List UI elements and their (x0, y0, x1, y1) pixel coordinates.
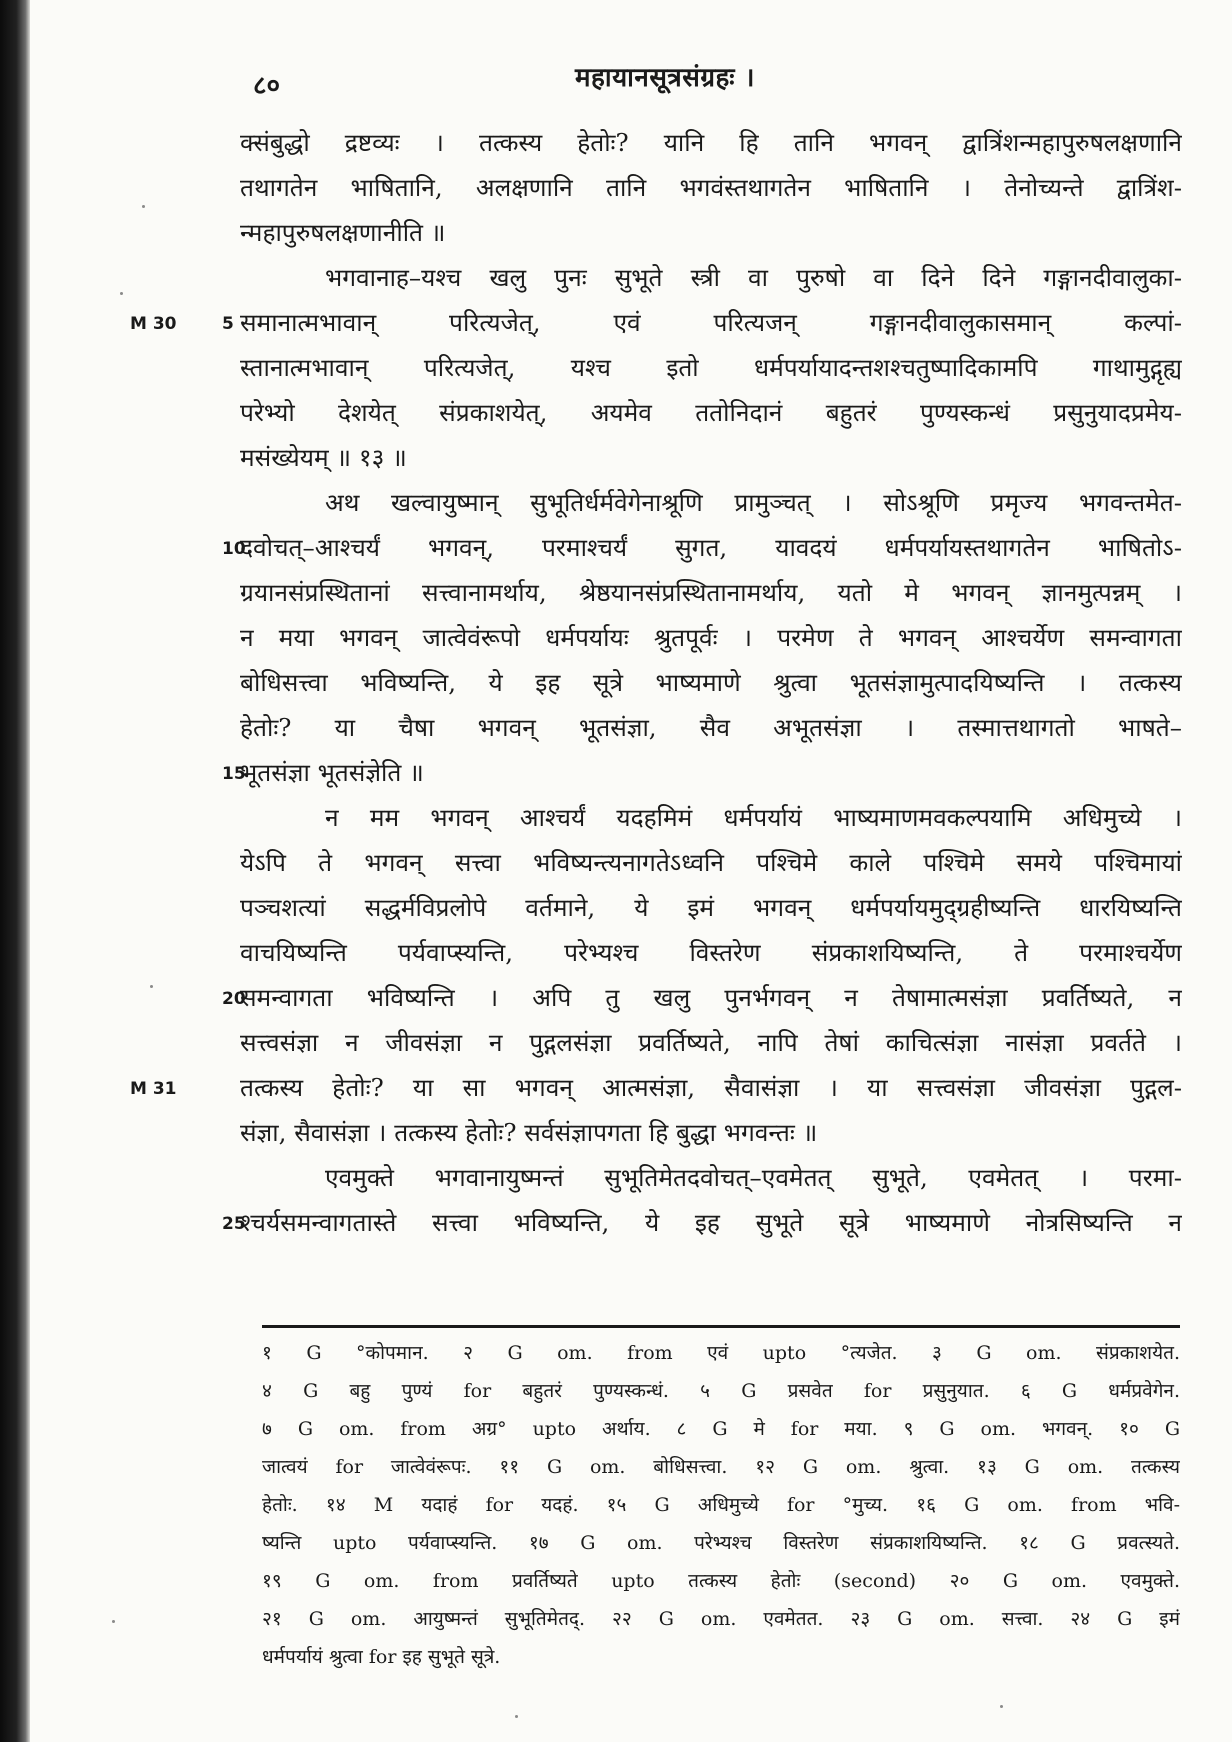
footnote-line: ष्यन्ति upto पर्यवाप्स्यन्ति. १७ G om. परेभ्यश्च विस्तरेण संप्रकाशयिष्यन्ति. १८ G प्रवत्स्यते. (262, 1532, 1180, 1554)
text-line: ग्रयानसंप्रस्थितानां सत्त्वानामर्थाय, श्रेष्ठयानसंप्रस्थितानामर्थाय, यतो मे भगवन् ज्ञानमुत्पन्नम् । (240, 578, 1182, 607)
text-line: भूतसंज्ञा भूतसंज्ञेति ॥ (240, 758, 424, 787)
text-line: दवोचत्–आश्चर्यं भगवन्, परमाश्चर्यं सुगत, यावदयं धर्मपर्यायस्तथागतेन भाषितोऽ- (240, 533, 1182, 562)
page-number: ८० (253, 71, 281, 101)
text-line: न मया भगवन् जात्वेवंरूपो धर्मपर्यायः श्रुतपूर्वः । परमेण ते भगवन् आश्चर्येण समन्वागता (240, 623, 1182, 652)
text-line: अथ खल्वायुष्मान् सुभूतिर्धर्मवेगेनाश्रूणि प्रामुञ्चत् । सोऽश्रूणि प्रमृज्य भगवन्तमेत- (325, 488, 1182, 517)
text-line: वाचयिष्यन्ति पर्यवाप्स्यन्ति, परेभ्यश्च विस्तरेण संप्रकाशयिष्यन्ति, ते परमाश्चर्येण (240, 938, 1182, 967)
line-number: 10 (222, 539, 246, 559)
footnote-line: ४ G बहु पुण्यं for बहुतरं पुण्यस्कन्धं. ५ G प्रसवेत for प्रसुनुयात. ६ G धर्मप्रवेगेन. (262, 1380, 1180, 1402)
paper-speck (142, 205, 145, 208)
text-line: बोधिसत्त्वा भविष्यन्ति, ये इह सूत्रे भाष्यमाणे श्रुत्वा भूतसंज्ञामुत्पादयिष्यन्ति । तत्कस्य (240, 668, 1182, 697)
footnotes (262, 1334, 1180, 1676)
text-line: संज्ञा, सैवासंज्ञा । तत्कस्य हेतोः? सर्वसंज्ञापगता हि बुद्धा भगवन्तः ॥ (240, 1118, 818, 1147)
main-text (240, 120, 1182, 1245)
footnote-line: १ G °कोपमान. २ G om. from एवं upto °त्यजेत. ३ G om. संप्रकाशयेत. (262, 1342, 1180, 1364)
footnote-line: ७ G om. from अग्र° upto अर्थाय. ८ G मे for मया. ९ G om. भगवन्. १० G (262, 1418, 1180, 1440)
manuscript-reference: M 31 (130, 1079, 177, 1099)
footnote-line: हेतोः. १४ M यदाहं for यदहं. १५ G अधिमुच्ये for °मुच्य. १६ G om. from भवि- (262, 1494, 1180, 1516)
paper-speck (120, 292, 123, 295)
line-number: 20 (222, 989, 246, 1009)
footnote-line: २१ G om. आयुष्मन्तं सुभूतिमेतद्. २२ G om. एवमेतत. २३ G om. सत्त्वा. २४ G इमं (262, 1608, 1180, 1630)
text-line: न मम भगवन् आश्चर्यं यदहमिमं धर्मपर्यायं भाष्यमाणमवकल्पयामि अधिमुच्ये । (325, 803, 1182, 832)
paper-speck (1000, 1705, 1003, 1708)
text-line: एवमुक्ते भगवानायुष्मन्तं सुभूतिमेतदवोचत्–एवमेतत् सुभूते, एवमेतत् । परमा- (325, 1163, 1182, 1192)
text-line: भगवानाह–यश्च खलु पुनः सुभूते स्त्री वा पुरुषो वा दिने दिने गङ्गानदीवालुका- (325, 263, 1182, 292)
text-line: समानात्मभावान् परित्यजेत्, एवं परित्यजन् गङ्गानदीवालुकासमान् कल्पां- (240, 308, 1182, 337)
footnote-line: जात्वयं for जात्वेवंरूपः. ११ G om. बोधिसत्त्वा. १२ G om. श्रुत्वा. १३ G om. तत्कस्य (262, 1456, 1180, 1478)
text-line: मसंख्येयम् ॥ १३ ॥ (240, 443, 407, 472)
text-line: स्तानात्मभावान् परित्यजेत्, यश्च इतो धर्मपर्यायादन्तशश्चतुष्पादिकामपि गाथामुद्गृह्य (240, 353, 1182, 382)
footnote-rule (262, 1325, 1180, 1328)
text-line: पञ्चशत्यां सद्धर्मविप्रलोपे वर्तमाने, ये इमं भगवन् धर्मपर्यायमुद्ग्रहीष्यन्ति धारयिष्यन्ति (240, 893, 1182, 922)
footnote-line: धर्मपर्यायं श्रुत्वा for इह सुभूते सूत्रे. (262, 1646, 501, 1668)
paper-speck (515, 1715, 518, 1718)
line-number: 5 (222, 314, 234, 334)
manuscript-reference: M 30 (130, 314, 177, 334)
text-line: तथागतेन भाषितानि, अलक्षणानि तानि भगवंस्तथागतेन भाषितानि । तेनोच्यन्ते द्वात्रिंश- (240, 173, 1182, 202)
text-line: श्चर्यसमन्वागतास्ते सत्त्वा भविष्यन्ति, ये इह सुभूते सूत्रे भाष्यमाणे नोत्रसिष्यन्ति न (240, 1208, 1182, 1237)
line-number: 25 (222, 1214, 246, 1234)
running-title: महायानसूत्रसंग्रहः । (575, 63, 755, 93)
paper-speck (150, 985, 153, 988)
text-line: न्महापुरुषलक्षणानीति ॥ (240, 218, 446, 247)
text-line: येऽपि ते भगवन् सत्त्वा भविष्यन्त्यनागतेऽध्वनि पश्चिमे काले पश्चिमे समये पश्चिमायां (240, 848, 1182, 877)
text-line: क्संबुद्धो द्रष्टव्यः । तत्कस्य हेतोः? यानि हि तानि भगवन् द्वात्रिंशन्महापुरुषलक्षणानि (240, 128, 1182, 157)
text-line: समन्वागता भविष्यन्ति । अपि तु खलु पुनर्भगवन् न तेषामात्मसंज्ञा प्रवर्तिष्यते, न (240, 983, 1182, 1012)
line-number: 15 (222, 764, 246, 784)
text-line: परेभ्यो देशयेत् संप्रकाशयेत्, अयमेव ततोनिदानं बहुतरं पुण्यस्कन्धं प्रसुनुयादप्रमेय- (240, 398, 1182, 427)
text-line: तत्कस्य हेतोः? या सा भगवन् आत्मसंज्ञा, सैवासंज्ञा । या सत्त्वसंज्ञा जीवसंज्ञा पुद्गल- (240, 1073, 1182, 1102)
footnote-line: १९ G om. from प्रवर्तिष्यते upto तत्कस्य हेतोः (second) २० G om. एवमुक्ते. (262, 1570, 1180, 1592)
text-line: हेतोः? या चैषा भगवन् भूतसंज्ञा, सैव अभूतसंज्ञा । तस्मात्तथागतो भाषते– (240, 713, 1182, 742)
text-line: सत्त्वसंज्ञा न जीवसंज्ञा न पुद्गलसंज्ञा प्रवर्तिष्यते, नापि तेषां काचित्संज्ञा नासंज्ञा प्रवर्तते । (240, 1028, 1182, 1057)
binding-edge (0, 0, 30, 1742)
paper-speck (112, 1620, 115, 1623)
